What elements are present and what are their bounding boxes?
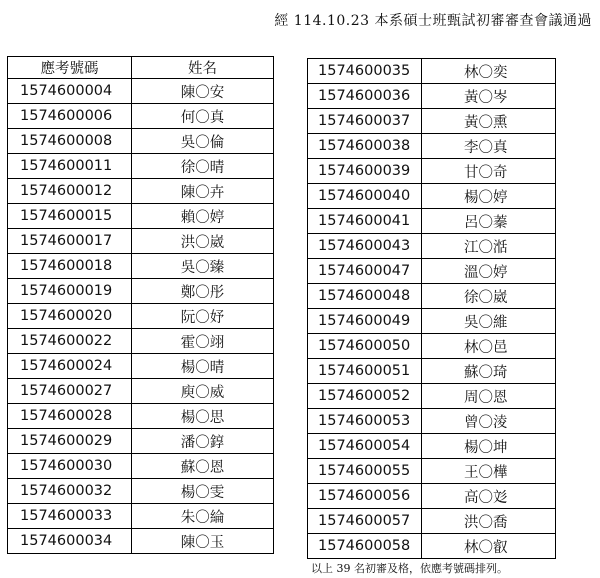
name-cell: 蘇〇琦 [422,359,556,384]
name-cell: 林〇邑 [422,334,556,359]
header-exam-number: 應考號碼 [8,57,132,79]
name-cell: 洪〇崴 [132,229,274,254]
table-row [308,159,556,184]
footnote: 以上 39 名初審及格，依應考號碼排列。 [311,562,508,575]
table-row [8,504,274,529]
name-cell: 林〇叡 [422,534,556,559]
name-cell: 鄭〇彤 [132,279,274,304]
table-row [8,404,274,429]
name-cell: 蘇〇恩 [132,454,274,479]
table-row [308,109,556,134]
exam-number-cell: 1574600019 [8,279,132,304]
exam-number-cell: 1574600047 [308,259,422,284]
table-row [308,309,556,334]
name-cell: 陳〇玉 [132,529,274,554]
exam-number-cell: 1574600040 [308,184,422,209]
exam-number-cell: 1574600030 [8,454,132,479]
exam-number-cell: 1574600057 [308,509,422,534]
approval-statement: 經 114.10.23 本系碩士班甄試初審審查會議通過 [274,13,592,29]
exam-number-cell: 1574600039 [308,159,422,184]
table-row [308,459,556,484]
exam-number-cell: 1574600041 [308,209,422,234]
table-row [308,284,556,309]
table-row [8,354,274,379]
exam-number-cell: 1574600052 [308,384,422,409]
table-row [8,204,274,229]
table-row [8,429,274,454]
exam-number-cell: 1574600006 [8,104,132,129]
roster-body-left [8,79,274,554]
name-cell: 溫〇婷 [422,259,556,284]
name-cell: 楊〇婷 [422,184,556,209]
name-cell: 林〇奕 [422,59,556,84]
name-cell: 吳〇臻 [132,254,274,279]
exam-number-cell: 1574600037 [308,109,422,134]
roster-body-right [308,59,556,559]
name-cell: 霍〇翊 [132,329,274,354]
exam-number-cell: 1574600022 [8,329,132,354]
table-row [8,379,274,404]
name-cell: 江〇湉 [422,234,556,259]
table-row [8,529,274,554]
name-cell: 楊〇晴 [132,354,274,379]
table-row [8,104,274,129]
table-row [308,509,556,534]
exam-number-cell: 1574600038 [308,134,422,159]
table-row [8,154,274,179]
roster-table-right [307,58,556,559]
exam-number-cell: 1574600027 [8,379,132,404]
name-cell: 徐〇崴 [422,284,556,309]
table-row [308,434,556,459]
name-cell: 黃〇熏 [422,109,556,134]
table-row [8,479,274,504]
name-cell: 呂〇蓁 [422,209,556,234]
exam-number-cell: 1574600029 [8,429,132,454]
exam-number-cell: 1574600053 [308,409,422,434]
exam-number-cell: 1574600049 [308,309,422,334]
table-row [8,279,274,304]
name-cell: 陳〇卉 [132,179,274,204]
exam-number-cell: 1574600051 [308,359,422,384]
table-row [308,259,556,284]
exam-number-cell: 1574600018 [8,254,132,279]
table-row [308,384,556,409]
name-cell: 庾〇威 [132,379,274,404]
table-row [308,359,556,384]
name-cell: 洪〇喬 [422,509,556,534]
name-cell: 高〇彣 [422,484,556,509]
roster-table-left [7,56,274,554]
name-cell: 吳〇維 [422,309,556,334]
table-row [308,209,556,234]
name-cell: 甘〇奇 [422,159,556,184]
table-row [308,234,556,259]
table-row [308,409,556,434]
table-row [8,229,274,254]
exam-number-cell: 1574600036 [308,84,422,109]
table-header-row [8,57,274,79]
table-row [308,484,556,509]
name-cell: 李〇真 [422,134,556,159]
name-cell: 徐〇晴 [132,154,274,179]
exam-number-cell: 1574600015 [8,204,132,229]
exam-number-cell: 1574600004 [8,79,132,104]
exam-number-cell: 1574600043 [308,234,422,259]
name-cell: 楊〇坤 [422,434,556,459]
exam-number-cell: 1574600020 [8,304,132,329]
table-row [8,329,274,354]
exam-number-cell: 1574600032 [8,479,132,504]
name-cell: 曾〇淩 [422,409,556,434]
exam-number-cell: 1574600028 [8,404,132,429]
table-row [8,179,274,204]
table-row [308,134,556,159]
exam-number-cell: 1574600024 [8,354,132,379]
exam-number-cell: 1574600008 [8,129,132,154]
exam-number-cell: 1574600035 [308,59,422,84]
name-cell: 周〇恩 [422,384,556,409]
exam-number-cell: 1574600050 [308,334,422,359]
table-row [308,59,556,84]
name-cell: 王〇樺 [422,459,556,484]
exam-number-cell: 1574600012 [8,179,132,204]
header-name: 姓名 [132,57,274,79]
table-row [8,454,274,479]
exam-number-cell: 1574600054 [308,434,422,459]
table-row [308,334,556,359]
table-row [308,534,556,559]
name-cell: 楊〇思 [132,404,274,429]
exam-number-cell: 1574600056 [308,484,422,509]
name-cell: 黃〇岑 [422,84,556,109]
table-row [8,304,274,329]
name-cell: 陳〇安 [132,79,274,104]
name-cell: 吳〇倫 [132,129,274,154]
table-row [308,184,556,209]
exam-number-cell: 1574600011 [8,154,132,179]
exam-number-cell: 1574600034 [8,529,132,554]
table-row [308,84,556,109]
table-row [8,79,274,104]
name-cell: 朱〇綸 [132,504,274,529]
name-cell: 楊〇雯 [132,479,274,504]
exam-number-cell: 1574600033 [8,504,132,529]
exam-number-cell: 1574600055 [308,459,422,484]
exam-number-cell: 1574600017 [8,229,132,254]
table-row [8,129,274,154]
name-cell: 阮〇妤 [132,304,274,329]
table-row [8,254,274,279]
name-cell: 賴〇婷 [132,204,274,229]
exam-number-cell: 1574600058 [308,534,422,559]
name-cell: 何〇真 [132,104,274,129]
exam-number-cell: 1574600048 [308,284,422,309]
name-cell: 潘〇錞 [132,429,274,454]
